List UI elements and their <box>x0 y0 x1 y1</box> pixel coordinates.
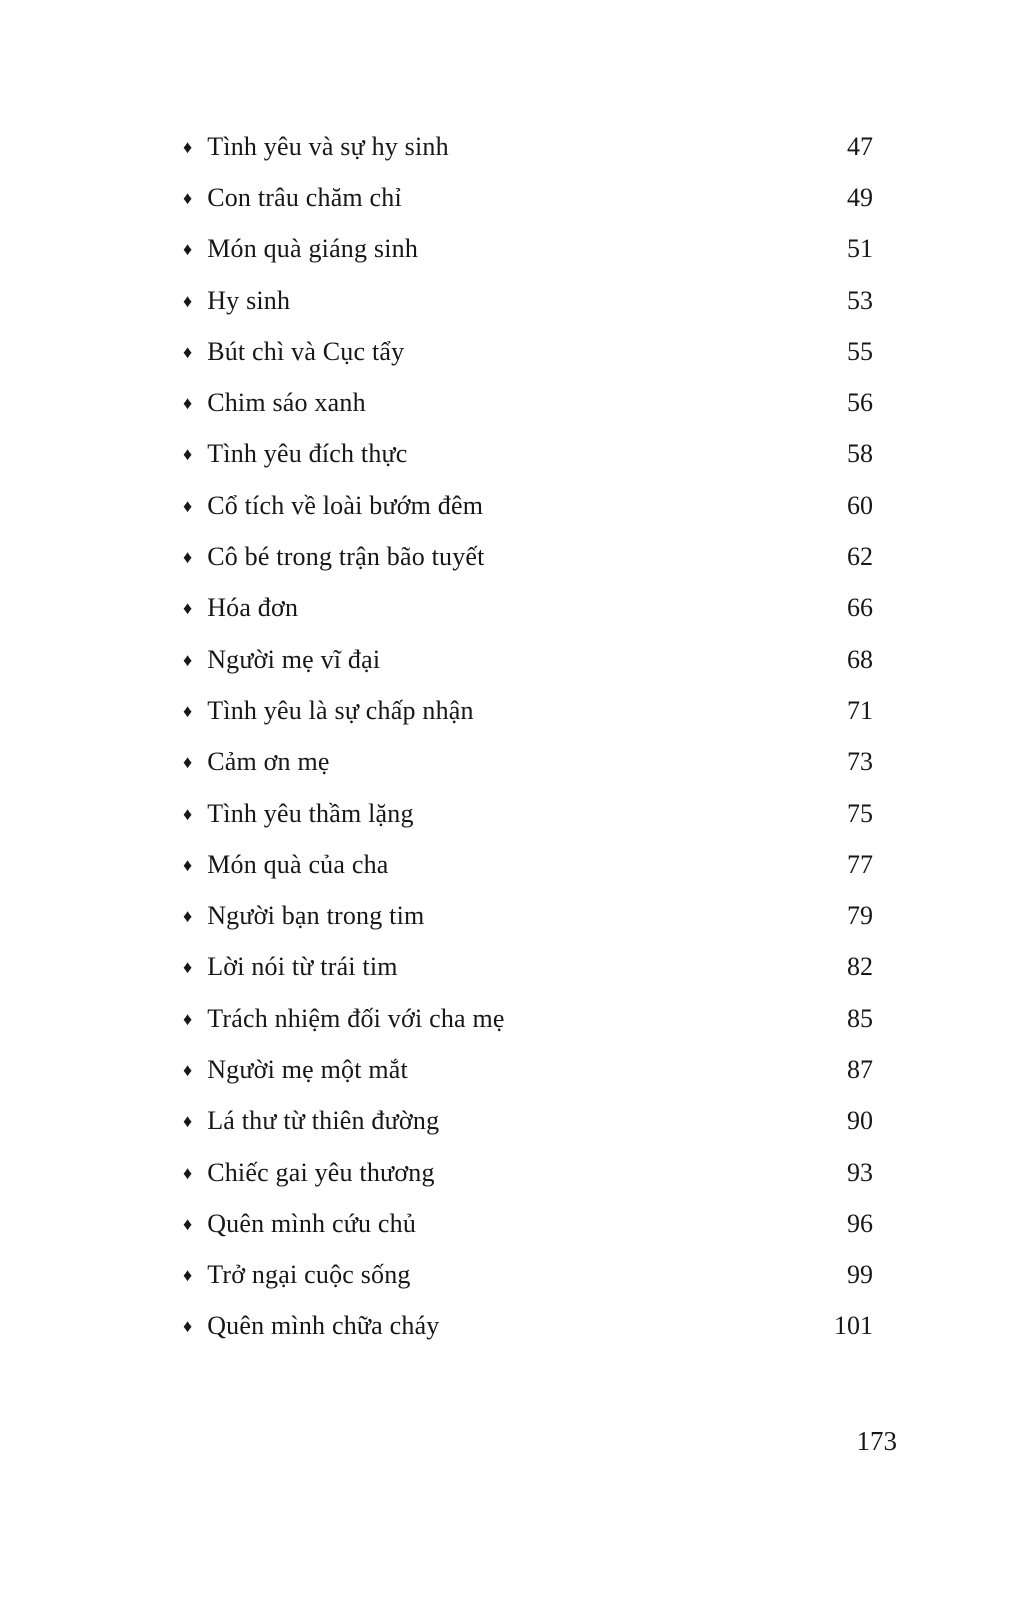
toc-entry-title: Quên mình cứu chủ <box>207 1208 417 1238</box>
toc-entry <box>183 172 873 223</box>
toc-entry-title: Lá thư từ thiên đường <box>207 1106 440 1136</box>
diamond-bullet-icon: ♦ <box>183 752 193 773</box>
toc-entry-page: 93 <box>847 1157 873 1187</box>
diamond-bullet-icon: ♦ <box>183 649 193 670</box>
toc-entry <box>183 275 873 326</box>
toc-entry-page: 96 <box>847 1208 873 1238</box>
toc-entry-title: Người bạn trong tim <box>207 901 425 931</box>
diamond-bullet-icon: ♦ <box>183 187 193 208</box>
toc-entry-page: 56 <box>847 388 873 418</box>
toc-entry-page: 75 <box>847 798 873 828</box>
toc-entry <box>183 1147 873 1198</box>
toc-entry-title: Tình yêu và sự hy sinh <box>207 131 449 161</box>
diamond-bullet-icon: ♦ <box>183 136 193 157</box>
diamond-bullet-icon: ♦ <box>183 1162 193 1183</box>
toc-entry <box>183 480 873 531</box>
toc-entry <box>183 1198 873 1249</box>
toc-entry-page: 73 <box>847 747 873 777</box>
toc-entry-title: Tình yêu là sự chấp nhận <box>207 695 474 725</box>
table-of-contents <box>183 121 873 1352</box>
toc-entry-page: 99 <box>847 1260 873 1290</box>
toc-entry-title: Trách nhiệm đối với cha mẹ <box>207 1003 505 1033</box>
toc-entry <box>183 1301 873 1352</box>
toc-entry-page: 79 <box>847 901 873 931</box>
toc-entry <box>183 942 873 993</box>
diamond-bullet-icon: ♦ <box>183 700 193 721</box>
toc-entry <box>183 1250 873 1301</box>
diamond-bullet-icon: ♦ <box>183 1008 193 1029</box>
toc-entry <box>183 429 873 480</box>
toc-entry-title: Trở ngại cuộc sống <box>207 1260 411 1290</box>
diamond-bullet-icon: ♦ <box>183 290 193 311</box>
toc-entry-page: 55 <box>847 336 873 366</box>
diamond-bullet-icon: ♦ <box>183 495 193 516</box>
toc-entry-page: 68 <box>847 644 873 674</box>
diamond-bullet-icon: ♦ <box>183 1265 193 1286</box>
toc-entry-page: 51 <box>847 234 873 264</box>
diamond-bullet-icon: ♦ <box>183 239 193 260</box>
toc-entry <box>183 583 873 634</box>
diamond-bullet-icon: ♦ <box>183 1213 193 1234</box>
page-number: 173 <box>856 1426 897 1456</box>
toc-entry-title: Lời nói từ trái tim <box>207 952 398 982</box>
diamond-bullet-icon: ♦ <box>183 1316 193 1337</box>
toc-entry-page: 87 <box>847 1054 873 1084</box>
toc-entry-page: 85 <box>847 1003 873 1033</box>
toc-entry-title: Cảm ơn mẹ <box>207 747 330 777</box>
toc-entry-title: Cổ tích về loài bướm đêm <box>207 490 484 520</box>
diamond-bullet-icon: ♦ <box>183 341 193 362</box>
toc-entry-title: Con trâu chăm chỉ <box>207 182 402 212</box>
toc-entry-page: 66 <box>847 593 873 623</box>
toc-entry-title: Chim sáo xanh <box>207 388 366 418</box>
diamond-bullet-icon: ♦ <box>183 598 193 619</box>
diamond-bullet-icon: ♦ <box>183 393 193 414</box>
diamond-bullet-icon: ♦ <box>183 854 193 875</box>
toc-entry-title: Người mẹ vĩ đại <box>207 644 381 674</box>
toc-entry <box>183 634 873 685</box>
toc-entry-page: 60 <box>847 490 873 520</box>
toc-entry-page: 90 <box>847 1106 873 1136</box>
toc-entry-page: 53 <box>847 285 873 315</box>
toc-entry <box>183 685 873 736</box>
toc-entry <box>183 531 873 582</box>
toc-entry-page: 77 <box>847 849 873 879</box>
toc-entry <box>183 1096 873 1147</box>
toc-entry <box>183 1044 873 1095</box>
diamond-bullet-icon: ♦ <box>183 547 193 568</box>
toc-entry <box>183 326 873 377</box>
toc-entry-page: 47 <box>847 131 873 161</box>
toc-entry-title: Người mẹ một mắt <box>207 1054 408 1084</box>
toc-entry-title: Tình yêu đích thực <box>207 439 408 469</box>
toc-entry-page: 62 <box>847 542 873 572</box>
toc-entry-title: Chiếc gai yêu thương <box>207 1157 435 1187</box>
toc-entry <box>183 377 873 428</box>
toc-entry-page: 71 <box>847 695 873 725</box>
diamond-bullet-icon: ♦ <box>183 803 193 824</box>
diamond-bullet-icon: ♦ <box>183 444 193 465</box>
toc-entry-page: 82 <box>847 952 873 982</box>
diamond-bullet-icon: ♦ <box>183 1059 193 1080</box>
toc-entry-title: Hóa đơn <box>207 593 299 623</box>
toc-entry <box>183 224 873 275</box>
toc-entry-title: Món quà của cha <box>207 849 389 879</box>
toc-entry-title: Tình yêu thầm lặng <box>207 798 414 828</box>
diamond-bullet-icon: ♦ <box>183 906 193 927</box>
toc-entry <box>183 839 873 890</box>
diamond-bullet-icon: ♦ <box>183 957 193 978</box>
toc-entry-title: Bút chì và Cục tẩy <box>207 336 405 366</box>
diamond-bullet-icon: ♦ <box>183 1111 193 1132</box>
toc-entry <box>183 737 873 788</box>
toc-entry-page: 101 <box>834 1311 873 1341</box>
toc-entry-title: Món quà giáng sinh <box>207 234 419 264</box>
toc-entry <box>183 788 873 839</box>
toc-entry-title: Cô bé trong trận bão tuyết <box>207 542 485 572</box>
toc-entry-page: 49 <box>847 182 873 212</box>
toc-entry-title: Quên mình chữa cháy <box>207 1311 440 1341</box>
toc-entry-title: Hy sinh <box>207 285 291 315</box>
toc-entry <box>183 993 873 1044</box>
toc-entry <box>183 890 873 941</box>
toc-entry <box>183 121 873 172</box>
toc-entry-page: 58 <box>847 439 873 469</box>
